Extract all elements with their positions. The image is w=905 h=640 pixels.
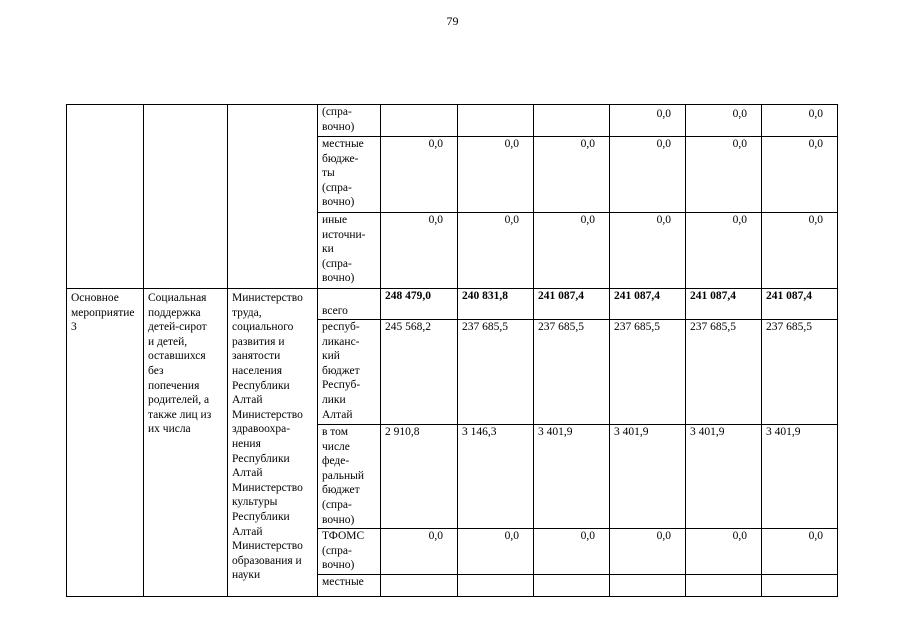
value-cell [534,105,610,137]
value-cell: 0,0 [534,529,610,575]
funding-source: иные источни- ки (спра- вочно) [318,213,381,289]
value-cell: 237 685,5 [762,320,838,425]
page-number: 79 [446,14,459,28]
value-cell: 3 401,9 [534,425,610,529]
value-cell: 237 685,5 [686,320,762,425]
value-cell [534,575,610,597]
value-cell: 0,0 [610,529,686,575]
funding-source: местные бюдже- ты (спра- вочно) [318,137,381,213]
funding-source: в том числе феде- ральный бюджет (спра- вочно) [318,425,381,529]
value-cell: 241 087,4 [610,289,686,320]
value-cell: 237 685,5 [534,320,610,425]
value-cell: 0,0 [762,137,838,213]
value-cell: 0,0 [458,137,534,213]
value-cell: 241 087,4 [534,289,610,320]
funding-source: (спра- вочно) [318,105,381,137]
value-cell: 0,0 [686,105,762,137]
value-cell [458,575,534,597]
value-cell: 0,0 [534,213,610,289]
value-cell: 241 087,4 [686,289,762,320]
value-cell: 2 910,8 [381,425,458,529]
value-cell: 3 146,3 [458,425,534,529]
value-cell: 0,0 [686,213,762,289]
activity-executors: Министерство труда, социального развития и занятости населения Республики Алтай Министерство здравоохра- нения Республики Алтай Министерство культуры Республики Алтай Министерство образования и науки [228,289,318,597]
value-cell: 241 087,4 [762,289,838,320]
value-cell: 0,0 [534,137,610,213]
value-cell: 0,0 [610,137,686,213]
value-cell: 0,0 [762,213,838,289]
table-row [67,105,838,137]
value-cell: 245 568,2 [381,320,458,425]
value-cell: 237 685,5 [458,320,534,425]
value-cell: 0,0 [762,105,838,137]
value-cell: 0,0 [686,137,762,213]
value-cell: 0,0 [381,529,458,575]
value-cell [458,105,534,137]
executors-cell-continued [228,105,318,289]
funding-source: респуб- ликанс- кий бюджет Респуб- лики Алтай [318,320,381,425]
funding-source: всего [318,289,381,320]
funding-source: местные [318,575,381,597]
value-cell [381,575,458,597]
value-cell: 3 401,9 [762,425,838,529]
activity-label-cell-continued [67,105,144,289]
budget-table [66,104,838,597]
table-row [67,289,838,320]
activity-label: Основное мероприятие 3 [67,289,144,597]
value-cell: 0,0 [381,213,458,289]
value-cell: 0,0 [610,213,686,289]
value-cell: 0,0 [381,137,458,213]
value-cell [610,575,686,597]
value-cell: 3 401,9 [610,425,686,529]
activity-name-cell-continued [144,105,228,289]
funding-source: ТФОМС (спра- вочно) [318,529,381,575]
value-cell [686,575,762,597]
value-cell: 0,0 [458,529,534,575]
value-cell [381,105,458,137]
value-cell: 0,0 [762,529,838,575]
value-cell: 240 831,8 [458,289,534,320]
value-cell: 237 685,5 [610,320,686,425]
value-cell: 0,0 [686,529,762,575]
value-cell: 3 401,9 [686,425,762,529]
value-cell: 0,0 [458,213,534,289]
activity-name: Социальная поддержка детей-сирот и детей, оставшихся без попечения родителей, а также лиц из их числа [144,289,228,597]
value-cell: 248 479,0 [381,289,458,320]
value-cell: 0,0 [610,105,686,137]
value-cell [762,575,838,597]
